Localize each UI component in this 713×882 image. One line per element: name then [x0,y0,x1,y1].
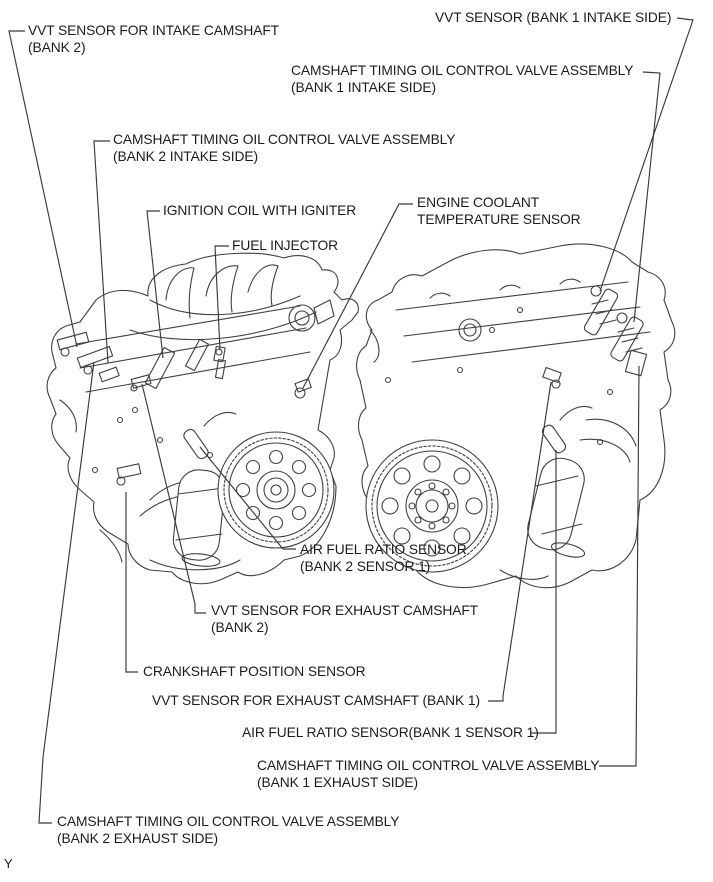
right-engine-drawing [357,244,675,588]
label-fuel-injector: FUEL INJECTOR [232,238,339,253]
label-af-sensor-bank1: AIR FUEL RATIO SENSOR(BANK 1 SENSOR 1) [242,725,539,740]
label-ect-sensor: ENGINE COOLANT TEMPERATURE SENSOR [417,195,581,227]
label-crankshaft-position-sensor: CRANKSHAFT POSITION SENSOR [143,664,366,679]
label-ocv-bank1-exhaust: CAMSHAFT TIMING OIL CONTROL VALVE ASSEMBLY (BANK 1 EXHAUST SIDE) [257,758,600,790]
label-ocv-bank2-intake: CAMSHAFT TIMING OIL CONTROL VALVE ASSEMBLY (BANK 2 INTAKE SIDE) [113,132,456,164]
label-ignition-coil: IGNITION COIL WITH IGNITER [163,203,357,218]
leader-vvt-intake-bank2 [9,31,77,347]
leader-vvt-bank1-intake [600,18,693,291]
label-ocv-bank1-intake: CAMSHAFT TIMING OIL CONTROL VALVE ASSEMBLY (BANK 1 INTAKE SIDE) [291,63,634,95]
label-vvt-sensor-bank1-intake: VVT SENSOR (BANK 1 INTAKE SIDE) [435,10,672,25]
left-engine-drawing [47,253,358,584]
page-marker: Y [4,856,13,871]
label-vvt-sensor-exhaust-bank2: VVT SENSOR FOR EXHAUST CAMSHAFT (BANK 2) [211,603,479,635]
label-ocv-bank2-exhaust: CAMSHAFT TIMING OIL CONTROL VALVE ASSEMBLY (BANK 2 EXHAUST SIDE) [57,814,400,846]
label-vvt-sensor-exhaust-bank1: VVT SENSOR FOR EXHAUST CAMSHAFT (BANK 1) [152,693,480,708]
label-af-sensor-bank2: AIR FUEL RATIO SENSOR (BANK 2 SENSOR 1) [300,542,467,574]
label-vvt-sensor-intake-bank2: VVT SENSOR FOR INTAKE CAMSHAFT (BANK 2) [28,23,279,55]
